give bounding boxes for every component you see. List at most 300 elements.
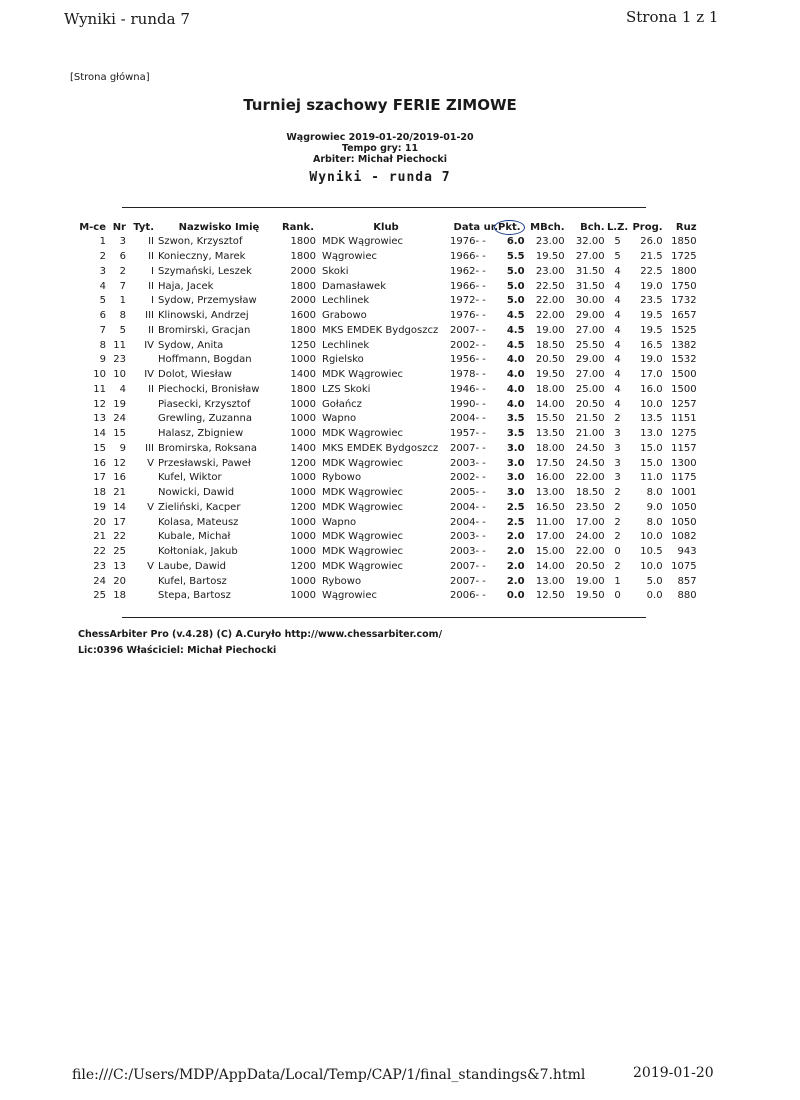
license-owner: Lic:0396 Właściciel: Michał Piechocki	[78, 645, 277, 656]
table-header-row	[74, 219, 697, 235]
round-title: Wyniki - runda 7	[309, 170, 451, 185]
cell-name: Halasz, Zbigniew	[158, 428, 244, 440]
table-row	[74, 294, 697, 309]
column-header-birthdate: Data ur.	[453, 221, 498, 233]
cell-club: LZS Skoki	[322, 383, 371, 395]
cell-points: 2.0	[506, 546, 525, 558]
cell-mbch: 16.50	[535, 501, 565, 513]
cell-performance: 1500	[671, 383, 697, 395]
cell-bch: 23.50	[575, 501, 605, 513]
cell-mbch: 12.50	[535, 590, 565, 602]
cell-rank: 1800	[290, 251, 316, 263]
cell-rank: 1000	[290, 546, 316, 558]
cell-place: 5	[99, 295, 106, 307]
cell-progress: 13.5	[640, 413, 663, 425]
cell-progress: 10.0	[640, 560, 663, 572]
cell-performance: 1525	[671, 324, 697, 336]
cell-place: 18	[93, 487, 106, 499]
cell-title: III	[145, 442, 154, 454]
cell-place: 24	[93, 575, 106, 587]
cell-nr: 14	[113, 501, 126, 513]
cell-birthdate: 1966- -	[450, 280, 486, 292]
cell-title: IV	[144, 339, 154, 351]
cell-birthdate: 2002- -	[450, 472, 486, 484]
cell-club: Rybowo	[322, 472, 362, 484]
cell-bch: 31.50	[575, 265, 605, 277]
cell-performance: 1001	[671, 487, 697, 499]
cell-bch: 19.00	[575, 575, 605, 587]
cell-birthdate: 1966- -	[450, 251, 486, 263]
cell-name: Sydow, Anita	[158, 339, 224, 351]
cell-nr: 18	[113, 590, 126, 602]
cell-title: IV	[144, 369, 154, 381]
cell-wins: 0	[614, 590, 621, 602]
cell-nr: 22	[113, 531, 126, 543]
cell-nr: 5	[119, 324, 126, 336]
cell-title	[126, 574, 158, 589]
cell-points: 5.5	[506, 251, 525, 263]
cell-mbch: 16.00	[535, 472, 565, 484]
table-row	[74, 279, 697, 294]
standings-rows	[74, 235, 697, 604]
cell-bch: 25.50	[575, 339, 605, 351]
cell-club: MDK Wągrowiec	[322, 487, 404, 499]
cell-bch: 21.50	[575, 413, 605, 425]
cell-progress: 16.0	[640, 383, 663, 395]
cell-bch: 20.50	[575, 398, 605, 410]
cell-club: MDK Wągrowiec	[322, 531, 404, 543]
cell-progress: 21.5	[640, 251, 663, 263]
table-row	[74, 486, 697, 501]
cell-club: MDK Wągrowiec	[322, 546, 404, 558]
cell-points: 4.0	[506, 369, 525, 381]
cell-nr: 11	[113, 339, 126, 351]
cell-nr: 15	[113, 428, 126, 440]
table-row	[74, 545, 697, 560]
cell-bch: 24.50	[575, 457, 605, 469]
cell-rank: 1000	[290, 487, 316, 499]
cell-club: Rybowo	[322, 575, 362, 587]
cell-wins: 4	[614, 295, 621, 307]
cell-points: 3.0	[506, 457, 525, 469]
column-header-performance: Ruz	[675, 221, 697, 233]
cell-bch: 25.00	[575, 383, 605, 395]
cell-birthdate: 2007- -	[450, 442, 486, 454]
cell-birthdate: 2002- -	[450, 339, 486, 351]
cell-performance: 1300	[671, 457, 697, 469]
cell-place: 7	[99, 324, 106, 336]
table-row	[74, 309, 697, 324]
cell-nr: 9	[119, 442, 126, 454]
cell-title: II	[148, 324, 154, 336]
cell-nr: 2	[119, 265, 126, 277]
cell-performance: 1750	[671, 280, 697, 292]
cell-birthdate: 1976- -	[450, 310, 486, 322]
cell-rank: 1600	[290, 310, 316, 322]
tournament-title: Turniej szachowy FERIE ZIMOWE	[243, 96, 517, 114]
cell-progress: 8.0	[646, 516, 663, 528]
cell-title: II	[148, 280, 154, 292]
cell-nr: 4	[119, 383, 126, 395]
cell-performance: 1800	[671, 265, 697, 277]
cell-birthdate: 2006- -	[450, 590, 486, 602]
print-header-page-number: Strona 1 z 1	[626, 8, 719, 26]
table-row	[74, 427, 697, 442]
cell-place: 3	[99, 265, 106, 277]
cell-nr: 20	[113, 575, 126, 587]
cell-points: 4.5	[506, 339, 525, 351]
cell-bch: 18.50	[575, 487, 605, 499]
table-row	[74, 412, 697, 427]
cell-rank: 2000	[290, 295, 316, 307]
cell-rank: 1400	[290, 369, 316, 381]
cell-club: Wągrowiec	[322, 590, 377, 602]
cell-progress: 26.0	[640, 236, 663, 248]
cell-mbch: 15.00	[535, 546, 565, 558]
cell-wins: 4	[614, 339, 621, 351]
cell-birthdate: 1957- -	[450, 428, 486, 440]
cell-wins: 5	[614, 236, 621, 248]
print-header-title: Wyniki - runda 7	[64, 10, 190, 28]
cell-mbch: 17.50	[535, 457, 565, 469]
cell-points: 6.0	[506, 236, 525, 248]
print-footer-path: file:///C:/Users/MDP/AppData/Local/Temp/CAP/1/final_standings&7.html	[72, 1067, 586, 1083]
cell-title	[126, 515, 158, 530]
cell-title	[126, 471, 158, 486]
cell-name: Sydow, Przemysław	[158, 295, 257, 307]
table-row	[74, 338, 697, 353]
table-row	[74, 265, 697, 280]
cell-mbch: 18.50	[535, 339, 565, 351]
cell-birthdate: 2004- -	[450, 516, 486, 528]
cell-bch: 24.50	[575, 442, 605, 454]
cell-rank: 1200	[290, 457, 316, 469]
cell-title: II	[148, 383, 154, 395]
cell-progress: 19.5	[640, 324, 663, 336]
cell-performance: 1075	[671, 560, 697, 572]
table-row	[74, 560, 697, 575]
table-row	[74, 353, 697, 368]
cell-place: 9	[99, 354, 106, 366]
cell-place: 21	[93, 531, 106, 543]
tournament-arbiter: Arbiter: Michał Piechocki	[312, 154, 447, 165]
cell-title	[126, 353, 158, 368]
cell-nr: 1	[119, 295, 126, 307]
cell-rank: 1200	[290, 501, 316, 513]
cell-rank: 1200	[290, 560, 316, 572]
cell-club: MDK Wągrowiec	[322, 369, 404, 381]
cell-performance: 1850	[671, 236, 697, 248]
cell-points: 2.5	[506, 516, 525, 528]
cell-club: Grabowo	[322, 310, 367, 322]
cell-points: 2.0	[506, 575, 525, 587]
cell-wins: 2	[614, 531, 621, 543]
print-footer-date: 2019-01-20	[633, 1065, 714, 1081]
cell-bch: 22.00	[575, 472, 605, 484]
table-row	[74, 501, 697, 516]
cell-mbch: 19.50	[535, 369, 565, 381]
cell-name: Haja, Jacek	[158, 280, 214, 292]
cell-title: V	[147, 501, 154, 513]
cell-name: Bromirska, Roksana	[158, 442, 258, 454]
table-row	[74, 530, 697, 545]
cell-rank: 1000	[290, 516, 316, 528]
column-header-wins: L.Z.	[606, 221, 629, 233]
cell-points: 2.5	[506, 501, 525, 513]
cell-mbch: 11.00	[535, 516, 565, 528]
home-link[interactable]: [Strona główna]	[70, 72, 150, 83]
cell-performance: 1050	[671, 501, 697, 513]
cell-mbch: 13.50	[535, 428, 565, 440]
cell-performance: 1175	[671, 472, 697, 484]
cell-place: 10	[93, 369, 106, 381]
cell-nr: 10	[113, 369, 126, 381]
cell-rank: 1000	[290, 398, 316, 410]
cell-performance: 943	[677, 546, 697, 558]
cell-mbch: 19.50	[535, 251, 565, 263]
cell-place: 19	[93, 501, 106, 513]
cell-title: I	[151, 295, 154, 307]
cell-place: 22	[93, 546, 106, 558]
cell-performance: 1732	[671, 295, 697, 307]
software-credit: ChessArbiter Pro (v.4.28) (C) A.Curyło http://www.chessarbiter.com/	[78, 629, 443, 640]
cell-performance: 1382	[671, 339, 697, 351]
cell-performance: 880	[677, 590, 697, 602]
cell-bch: 27.00	[575, 369, 605, 381]
cell-name: Konieczny, Marek	[158, 251, 246, 263]
cell-mbch: 14.00	[535, 560, 565, 572]
cell-performance: 1050	[671, 516, 697, 528]
tournament-tempo: Tempo gry: 11	[341, 143, 419, 154]
column-header-club: Klub	[373, 221, 399, 233]
cell-bch: 29.00	[575, 310, 605, 322]
cell-nr: 17	[113, 516, 126, 528]
cell-wins: 3	[614, 442, 621, 454]
cell-rank: 1000	[290, 472, 316, 484]
cell-nr: 19	[113, 398, 126, 410]
cell-name: Klinowski, Andrzej	[158, 310, 249, 322]
cell-birthdate: 1956- -	[450, 354, 486, 366]
column-header-progress: Prog.	[632, 221, 663, 233]
cell-wins: 4	[614, 383, 621, 395]
cell-club: MDK Wągrowiec	[322, 457, 404, 469]
cell-performance: 1725	[671, 251, 697, 263]
column-header-mbch: MBch.	[530, 221, 565, 233]
cell-bch: 21.00	[575, 428, 605, 440]
cell-nr: 12	[113, 457, 126, 469]
cell-wins: 4	[614, 398, 621, 410]
column-header-nr: Nr	[112, 221, 126, 233]
cell-performance: 1257	[671, 398, 697, 410]
cell-bch: 19.50	[575, 590, 605, 602]
cell-birthdate: 2007- -	[450, 560, 486, 572]
cell-performance: 1500	[671, 369, 697, 381]
cell-nr: 3	[119, 236, 126, 248]
column-header-rank: Rank.	[281, 221, 315, 233]
cell-nr: 16	[113, 472, 126, 484]
cell-birthdate: 2003- -	[450, 531, 486, 543]
cell-birthdate: 2007- -	[450, 575, 486, 587]
cell-points: 3.5	[506, 413, 525, 425]
cell-progress: 16.5	[640, 339, 663, 351]
cell-birthdate: 1978- -	[450, 369, 486, 381]
cell-progress: 10.0	[640, 398, 663, 410]
cell-name: Zieliński, Kacper	[158, 501, 241, 513]
cell-birthdate: 1990- -	[450, 398, 486, 410]
cell-wins: 2	[614, 501, 621, 513]
cell-progress: 15.0	[640, 442, 663, 454]
cell-points: 2.0	[506, 531, 525, 543]
cell-name: Szwon, Krzysztof	[158, 236, 243, 248]
cell-mbch: 23.00	[535, 236, 565, 248]
cell-name: Kołtoniak, Jakub	[158, 546, 238, 558]
cell-title: I	[151, 265, 154, 277]
table-row	[74, 250, 697, 265]
points-header-circle: Pkt.	[494, 220, 525, 235]
cell-name: Kubale, Michał	[158, 531, 231, 543]
cell-points: 4.0	[506, 398, 525, 410]
cell-club: MDK Wągrowiec	[322, 236, 404, 248]
cell-rank: 1000	[290, 590, 316, 602]
cell-place: 6	[99, 310, 106, 322]
cell-bch: 30.00	[575, 295, 605, 307]
table-row	[74, 515, 697, 530]
cell-performance: 1657	[671, 310, 697, 322]
cell-rank: 1000	[290, 575, 316, 587]
cell-club: Gołańcz	[322, 398, 362, 410]
cell-points: 3.0	[506, 472, 525, 484]
cell-mbch: 22.00	[535, 310, 565, 322]
cell-points: 4.0	[506, 383, 525, 395]
cell-birthdate: 2003- -	[450, 546, 486, 558]
cell-wins: 4	[614, 310, 621, 322]
cell-place: 23	[93, 560, 106, 572]
cell-place: 20	[93, 516, 106, 528]
cell-title	[126, 545, 158, 560]
cell-progress: 23.5	[640, 295, 663, 307]
cell-place: 8	[99, 339, 106, 351]
cell-mbch: 22.50	[535, 280, 565, 292]
cell-progress: 10.5	[640, 546, 663, 558]
cell-progress: 9.0	[646, 501, 663, 513]
cell-place: 1	[99, 236, 106, 248]
cell-rank: 1800	[290, 383, 316, 395]
column-header-title: Tyt.	[133, 221, 154, 233]
cell-title	[126, 397, 158, 412]
cell-wins: 3	[614, 457, 621, 469]
table-row	[74, 368, 697, 383]
cell-progress: 15.0	[640, 457, 663, 469]
cell-title	[126, 486, 158, 501]
cell-birthdate: 2005- -	[450, 487, 486, 499]
cell-bch: 20.50	[575, 560, 605, 572]
cell-place: 12	[93, 398, 106, 410]
cell-place: 25	[93, 590, 106, 602]
cell-points: 0.0	[506, 590, 525, 602]
cell-name: Dolot, Wiesław	[158, 369, 232, 381]
cell-nr: 24	[113, 413, 126, 425]
cell-bch: 31.50	[575, 280, 605, 292]
cell-wins: 2	[614, 487, 621, 499]
table-row	[74, 442, 697, 457]
cell-wins: 0	[614, 546, 621, 558]
table-row	[74, 383, 697, 398]
cell-mbch: 22.00	[535, 295, 565, 307]
cell-name: Przesławski, Paweł	[158, 457, 251, 469]
cell-bch: 24.00	[575, 531, 605, 543]
cell-club: MDK Wągrowiec	[322, 428, 404, 440]
cell-performance: 1157	[671, 442, 697, 454]
cell-mbch: 18.00	[535, 383, 565, 395]
cell-nr: 25	[113, 546, 126, 558]
cell-wins: 3	[614, 428, 621, 440]
cell-birthdate: 2004- -	[450, 501, 486, 513]
cell-place: 11	[93, 383, 106, 395]
cell-points: 5.0	[506, 280, 525, 292]
cell-rank: 1000	[290, 413, 316, 425]
cell-bch: 27.00	[575, 251, 605, 263]
cell-nr: 6	[119, 251, 126, 263]
cell-name: Szymański, Leszek	[158, 265, 252, 277]
cell-mbch: 13.00	[535, 487, 565, 499]
cell-mbch: 13.00	[535, 575, 565, 587]
cell-points: 5.0	[506, 265, 525, 277]
cell-birthdate: 2003- -	[450, 457, 486, 469]
cell-mbch: 17.00	[535, 531, 565, 543]
cell-wins: 1	[614, 575, 621, 587]
table-row	[74, 456, 697, 471]
cell-performance: 1082	[671, 531, 697, 543]
table-row	[74, 471, 697, 486]
cell-name: Grewling, Zuzanna	[158, 413, 252, 425]
cell-wins: 2	[614, 413, 621, 425]
column-header-points	[498, 219, 525, 235]
cell-rank: 1800	[290, 236, 316, 248]
cell-wins: 5	[614, 251, 621, 263]
cell-place: 15	[93, 442, 106, 454]
cell-place: 13	[93, 413, 106, 425]
cell-performance: 1151	[671, 413, 697, 425]
cell-title: II	[148, 251, 154, 263]
cell-name: Laube, Dawid	[158, 560, 227, 572]
cell-rank: 2000	[290, 265, 316, 277]
cell-title	[126, 412, 158, 427]
cell-name: Kolasa, Mateusz	[158, 516, 239, 528]
cell-club: Lechlinek	[322, 339, 370, 351]
cell-progress: 19.0	[640, 280, 663, 292]
table-row	[74, 589, 697, 604]
cell-title: III	[145, 310, 154, 322]
cell-wins: 4	[614, 369, 621, 381]
cell-mbch: 20.50	[535, 354, 565, 366]
cell-club: MDK Wągrowiec	[322, 560, 404, 572]
cell-mbch: 18.00	[535, 442, 565, 454]
cell-rank: 1400	[290, 442, 316, 454]
table-row	[74, 324, 697, 339]
cell-progress: 8.0	[646, 487, 663, 499]
cell-place: 4	[99, 280, 106, 292]
cell-name: Piechocki, Bronisław	[158, 383, 260, 395]
cell-rank: 1000	[290, 354, 316, 366]
cell-wins: 2	[614, 560, 621, 572]
cell-club: Rgielsko	[322, 354, 364, 366]
cell-progress: 19.0	[640, 354, 663, 366]
cell-progress: 11.0	[640, 472, 663, 484]
cell-nr: 8	[119, 310, 126, 322]
cell-birthdate: 2004- -	[450, 413, 486, 425]
cell-rank: 1250	[290, 339, 316, 351]
cell-place: 2	[99, 251, 106, 263]
